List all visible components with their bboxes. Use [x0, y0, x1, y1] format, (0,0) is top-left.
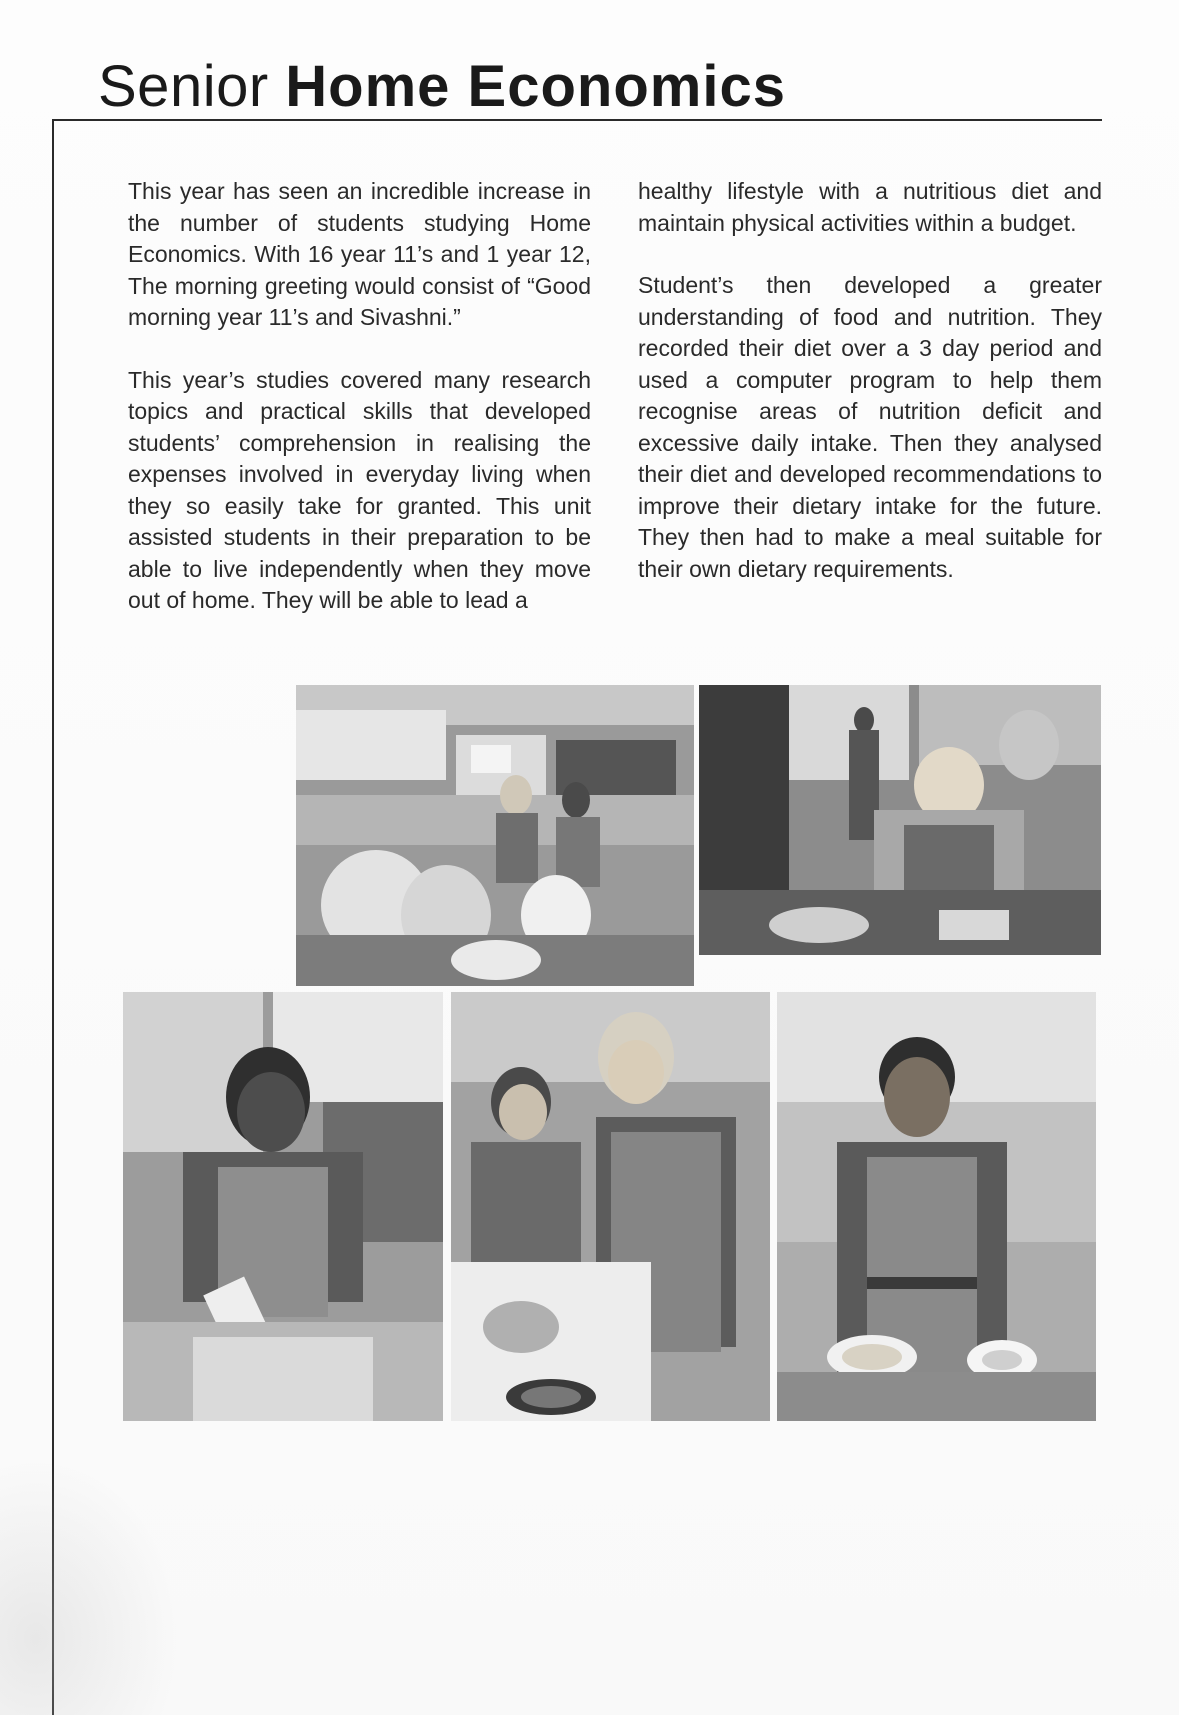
photo-student-grating — [123, 992, 443, 1421]
scan-smudge — [0, 1460, 180, 1715]
article-column-right — [638, 176, 1102, 616]
page-title — [98, 52, 786, 122]
article-column-left — [128, 176, 591, 648]
paragraph: This year’s studies covered many research topics and practical skills that developed students’ comprehension in realising the expenses involved in everyday living when they so easily take for granted. This unit assisted students in their preparation to be able to live independently when they move out of home. They will be able to lead a — [128, 366, 591, 613]
paragraph: This year has seen an incredible increase in the number of students studying Home Economics. With 16 year 11’s and 1 year 12, The morning greeting would consist of “Good morning year 11’s and Sivashni.” — [128, 178, 591, 330]
title-bold: Home Economics — [285, 54, 786, 119]
paragraph: healthy lifestyle with a nutritious diet and maintain physical activities within a budget. — [638, 178, 1102, 236]
photo-student-plates — [777, 992, 1096, 1421]
photo-students-stove — [451, 992, 770, 1421]
title-light: Senior — [98, 54, 269, 119]
title-rule — [52, 119, 1102, 121]
photo-kitchen-group — [296, 685, 694, 986]
photo-student-cutting — [699, 685, 1101, 955]
paragraph: Student’s then developed a greater understanding of food and nutrition. They recorded their diet over a 3 day period and used a computer program to help them recognise areas of nutrition deficit and excessive daily intake. Then they analysed their diet and developed recommendations to improve their dietary intake for the future. They then had to make a meal suitable for their own dietary requirements. — [638, 272, 1102, 582]
